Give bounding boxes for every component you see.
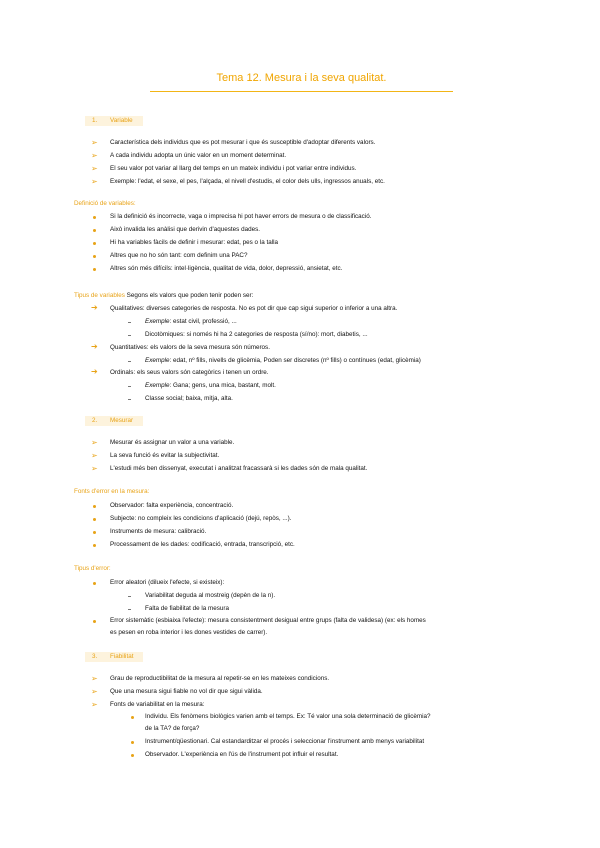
section-heading: Mesurar xyxy=(110,417,134,424)
section-number: 1. xyxy=(92,117,98,124)
subheading: Tipus de variables xyxy=(74,292,125,299)
list-item: Error sistemàtic (esbiaixa l'efecte): mesura consistentment desigual entre grups (falta de validesa) (ex: els homes xyxy=(110,617,426,624)
dash-bullet-icon xyxy=(128,322,131,323)
bullet-dot-icon xyxy=(93,229,96,232)
list-subitem-continuation: de la TA? de força? xyxy=(145,725,200,732)
list-item: Mesurar és assignar un valor a una variable. xyxy=(110,439,235,446)
list-item: Instruments de mesura: calibració. xyxy=(110,528,207,535)
list-subitem: Variabilitat deguda al mostreig (depèn de la n). xyxy=(145,592,276,599)
bullet-dot-icon xyxy=(93,255,96,258)
bullet-dot-icon xyxy=(93,582,96,585)
dash-bullet-icon xyxy=(128,335,131,336)
list-item: El seu valor pot variar al llarg del temps en un mateix individu i pot variar entre individus. xyxy=(110,165,357,172)
list-item: Fonts de variabilitat en la mesura: xyxy=(110,701,205,708)
dash-bullet-icon xyxy=(128,399,131,400)
list-item: Exemple: l'edat, el sexe, el pes, l'alçada, el nivell d'estudis, el color dels ulls, ingressos anuals, etc. xyxy=(110,178,385,185)
page-title: Tema 12. Mesura i la seva qualitat. xyxy=(216,72,387,84)
bullet-dot-icon xyxy=(93,620,96,623)
list-item: Qualitatives: diverses categories de resposta. No es pot dir que cap sigui superior o inferior a una altra. xyxy=(110,305,398,312)
bullet-dot-icon xyxy=(93,505,96,508)
list-subitem: Exemple: edat, nº fills, nivells de glicèmia, Poden ser discretes (nº fills) o contínues (edat, glicèmia) xyxy=(145,357,421,364)
list-item: Altres són més difícils: intel·ligència, qualitat de vida, dolor, depressió, ansietat, etc. xyxy=(110,265,343,272)
dash-bullet-icon xyxy=(128,609,131,610)
subheading: Tipus d'error: xyxy=(74,565,111,572)
list-subitem: Individu. Els fenòmens biològics varien amb el temps. Ex: Té valor una sola determinació de glicèmia? xyxy=(145,713,431,720)
arrow-right-icon: ➔ xyxy=(91,342,98,351)
arrow-bullet-icon: ➢ xyxy=(91,164,98,173)
dash-bullet-icon xyxy=(128,361,131,362)
subheading: Fonts d'error en la mesura: xyxy=(74,488,150,495)
arrow-bullet-icon: ➢ xyxy=(91,464,98,473)
list-item: Si la definició és incorrecte, vaga o imprecisa hi pot haver errors de mesura o de classificació. xyxy=(110,213,372,220)
list-item: Error aleatori (dilueix l'efecte, si existeix): xyxy=(110,579,225,586)
list-item: Ordinals: els seus valors són categòrics i tenen un ordre. xyxy=(110,369,269,376)
list-item: Que una mesura sigui fiable no vol dir que sigui vàlida. xyxy=(110,688,263,695)
list-item: Això invalida les anàlisi que derivin d'aquestes dades. xyxy=(110,226,260,233)
title-underline xyxy=(150,91,453,92)
list-item: L'estudi més ben dissenyat, executat i analitzat fracassarà si les dades són de mala qualitat. xyxy=(110,465,368,472)
list-item: Grau de reproductibilitat de la mesura al repetir-se en les mateixes condicions. xyxy=(110,675,330,682)
arrow-right-icon: ➔ xyxy=(91,367,98,376)
arrow-bullet-icon: ➢ xyxy=(91,138,98,147)
list-subitem: Observador. L'experiència en l'ús de l'instrument pot influir el resultat. xyxy=(145,751,339,758)
bullet-dot-icon xyxy=(93,242,96,245)
arrow-bullet-icon: ➢ xyxy=(91,151,98,160)
bullet-dot-icon xyxy=(93,518,96,521)
list-subitem: Falta de fiabilitat de la mesura xyxy=(145,605,230,612)
arrow-bullet-icon: ➢ xyxy=(91,451,98,460)
list-subitem: Instrument/qüestionari. Cal estandarditzar el procés i seleccionar l'instrument amb menys variabilitat xyxy=(145,738,425,745)
list-item: Hi ha variables fàcils de definir i mesurar: edat, pes o la talla xyxy=(110,239,278,246)
list-item: Subjecte: no compleix les condicions d'aplicació (dejú, repòs, ...). xyxy=(110,515,292,522)
section-number: 2. xyxy=(92,417,98,424)
arrow-right-icon: ➔ xyxy=(91,303,98,312)
list-item: Altres que no ho són tant: com definim una PAC? xyxy=(110,252,248,259)
subheading-intro: Segons els valors que poden tenir poden ser: xyxy=(124,292,254,299)
list-item-continuation: es pesen en roba interior i les dones vestides de carrer). xyxy=(110,629,268,636)
list-item: La seva funció és evitar la subjectivitat. xyxy=(110,452,220,459)
list-item: Característica dels individus que es pot mesurar i que és susceptible d'adoptar diferents valors. xyxy=(110,139,376,146)
dash-bullet-icon xyxy=(128,596,131,597)
bullet-dot-icon xyxy=(93,531,96,534)
bullet-dot-icon xyxy=(93,268,96,271)
arrow-bullet-icon: ➢ xyxy=(91,687,98,696)
bullet-dot-icon xyxy=(131,741,134,744)
subheading: Definició de variables: xyxy=(74,200,136,207)
section-number: 3. xyxy=(92,653,98,660)
list-subitem: Exemple: Gana; gens, una mica, bastant, molt. xyxy=(145,382,276,389)
bullet-dot-icon xyxy=(131,716,134,719)
bullet-dot-icon xyxy=(131,754,134,757)
list-subitem: Dicotòmiques: si només hi ha 2 categories de resposta (sí/no): mort, diabetis, ... xyxy=(145,331,368,338)
section-heading: Variable xyxy=(110,117,133,124)
arrow-bullet-icon: ➢ xyxy=(91,177,98,186)
section-heading: Fiabilitat xyxy=(110,653,134,660)
bullet-dot-icon xyxy=(93,216,96,219)
list-item: Observador: falta experiència, concentració. xyxy=(110,502,234,509)
arrow-bullet-icon: ➢ xyxy=(91,674,98,683)
dash-bullet-icon xyxy=(128,386,131,387)
arrow-bullet-icon: ➢ xyxy=(91,700,98,709)
list-item: Quantitatives: els valors de la seva mesura són números. xyxy=(110,344,270,351)
subheading-line xyxy=(74,292,253,300)
arrow-bullet-icon: ➢ xyxy=(91,438,98,447)
list-item: Processament de les dades: codificació, entrada, transcripció, etc. xyxy=(110,541,295,548)
list-item: A cada individu adopta un únic valor en un moment determinat. xyxy=(110,152,287,159)
list-subitem: Exemple: estat civil, professió, ... xyxy=(145,318,237,325)
bullet-dot-icon xyxy=(93,544,96,547)
list-subitem: Classe social; baixa, mitja, alta. xyxy=(145,395,233,402)
